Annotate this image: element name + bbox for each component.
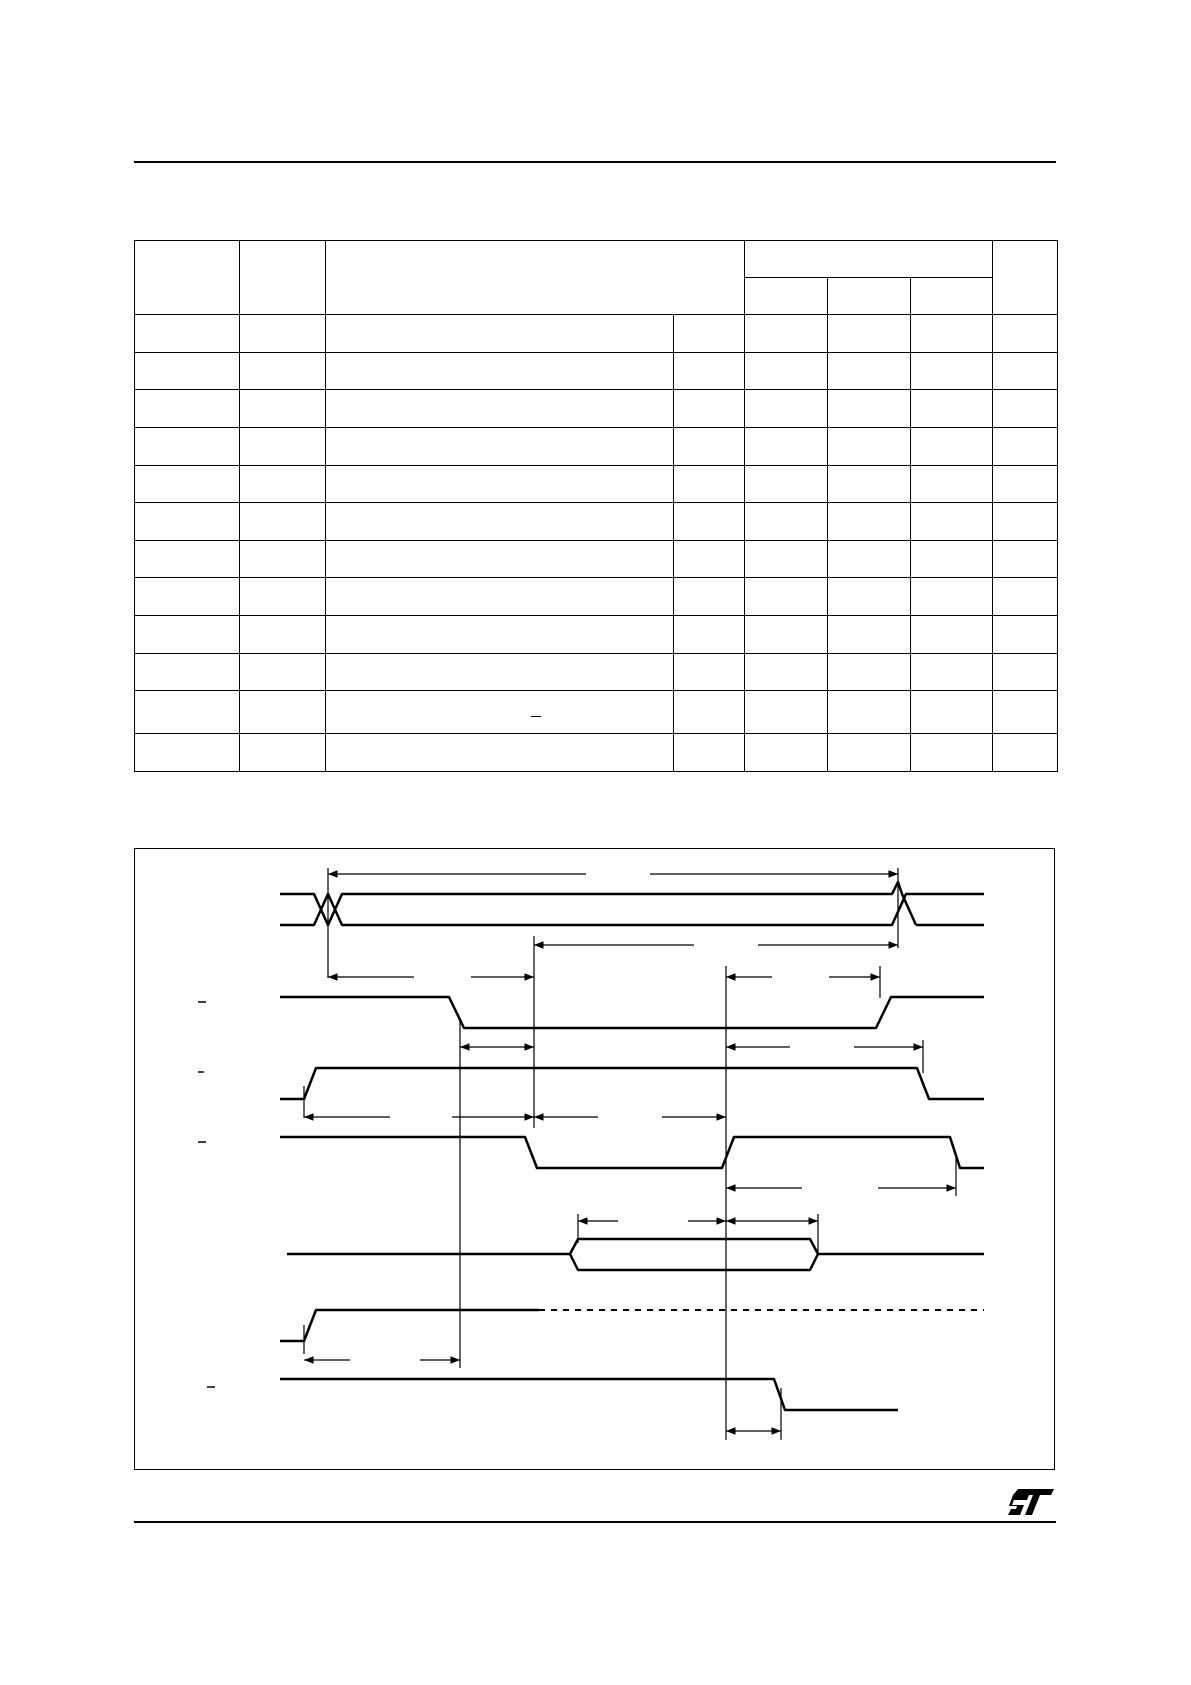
table-cell: [911, 615, 993, 653]
table-cell: [911, 653, 993, 691]
header-cell-values: [745, 241, 993, 278]
table-cell: [135, 427, 240, 465]
table-cell: [993, 315, 1058, 353]
table-cell: [993, 615, 1058, 653]
table-cell: [135, 503, 240, 541]
table-cell: [135, 578, 240, 616]
table-cell: [828, 503, 911, 541]
table-body: [135, 241, 1058, 772]
table-cell: [326, 427, 674, 465]
table-cell: [674, 540, 745, 578]
table-cell: [828, 615, 911, 653]
table-cell: [240, 352, 326, 390]
table-cell: [674, 390, 745, 428]
table-cell: [135, 653, 240, 691]
parameter-table: [134, 240, 1058, 772]
table-cell: [745, 465, 828, 503]
table-cell: [993, 465, 1058, 503]
table-cell: [911, 578, 993, 616]
table-row: [135, 352, 1058, 390]
strobe-2-waveform: [280, 1068, 984, 1099]
table-header-row: [135, 241, 1058, 278]
table-cell: [745, 352, 828, 390]
table-cell: [326, 653, 674, 691]
table-cell: [911, 390, 993, 428]
table-cell: [745, 315, 828, 353]
table-cell: [326, 390, 674, 428]
header-rule: [134, 161, 1056, 163]
table-cell: [326, 465, 674, 503]
table-row: [135, 734, 1058, 772]
active-low-overbar: [531, 716, 541, 717]
table-cell: [993, 427, 1058, 465]
table-cell: [993, 540, 1058, 578]
table-cell: [745, 653, 828, 691]
table-cell: [993, 352, 1058, 390]
timing-diagram: [134, 848, 1055, 1470]
table-row: [135, 653, 1058, 691]
table-cell: [828, 578, 911, 616]
table-cell: [135, 390, 240, 428]
table-cell: [745, 734, 828, 772]
table-cell: [674, 734, 745, 772]
table-cell: [911, 691, 993, 734]
table-cell-overbar: [326, 691, 674, 734]
strobe-3-waveform: [280, 1137, 984, 1168]
table-cell: [326, 615, 674, 653]
table-cell: [674, 315, 745, 353]
st-logo-icon: [1006, 1487, 1056, 1517]
table-cell: [911, 540, 993, 578]
table-cell: [993, 503, 1058, 541]
table-cell: [911, 352, 993, 390]
table-cell: [326, 315, 674, 353]
table-cell: [911, 465, 993, 503]
table-cell: [240, 653, 326, 691]
table-cell: [745, 615, 828, 653]
table-cell: [240, 691, 326, 734]
table-cell: [240, 315, 326, 353]
table-cell: [240, 503, 326, 541]
table-cell: [240, 734, 326, 772]
table-cell: [674, 653, 745, 691]
header-cell-min: [745, 277, 828, 315]
table-cell: [745, 578, 828, 616]
table-cell: [135, 465, 240, 503]
table-cell: [674, 427, 745, 465]
strobe-1-waveform: [280, 997, 984, 1028]
table-row: [135, 427, 1058, 465]
table-cell: [745, 427, 828, 465]
table-cell: [674, 503, 745, 541]
table-cell: [135, 691, 240, 734]
table-cell: [674, 465, 745, 503]
table-cell: [674, 615, 745, 653]
header-cell: [135, 241, 240, 315]
table-cell: [674, 352, 745, 390]
table-cell: [326, 578, 674, 616]
table-cell: [326, 503, 674, 541]
table-cell: [828, 540, 911, 578]
table-cell: [326, 734, 674, 772]
table-cell: [326, 540, 674, 578]
table-row: [135, 390, 1058, 428]
table-cell: [828, 734, 911, 772]
table-cell: [745, 540, 828, 578]
table-cell: [993, 390, 1058, 428]
header-cell-unit: [993, 241, 1058, 315]
data-bus-waveform: [287, 1239, 984, 1270]
table-cell: [911, 734, 993, 772]
table-cell: [240, 578, 326, 616]
table-cell: [828, 315, 911, 353]
footer-rule: [134, 1521, 1056, 1523]
table-cell: [240, 540, 326, 578]
header-cell: [326, 241, 745, 315]
table-cell: [828, 653, 911, 691]
table-cell: [135, 540, 240, 578]
table-cell: [828, 691, 911, 734]
table-cell: [135, 615, 240, 653]
table-cell: [993, 691, 1058, 734]
table-row: [135, 615, 1058, 653]
table-cell: [135, 315, 240, 353]
table-cell: [240, 465, 326, 503]
level-waveform: [280, 1310, 539, 1341]
table-cell: [993, 578, 1058, 616]
table-cell: [326, 352, 674, 390]
table-cell: [240, 390, 326, 428]
table-cell: [674, 578, 745, 616]
table-row: [135, 465, 1058, 503]
table-row: [135, 503, 1058, 541]
table-cell: [993, 734, 1058, 772]
table-cell: [911, 315, 993, 353]
table-cell: [911, 427, 993, 465]
table-row: [135, 691, 1058, 734]
output-waveform: [280, 1379, 898, 1410]
table-cell: [745, 503, 828, 541]
table-cell: [240, 427, 326, 465]
table-cell: [993, 653, 1058, 691]
table-cell: [135, 734, 240, 772]
table-cell: [745, 390, 828, 428]
table-cell: [828, 465, 911, 503]
table-cell: [828, 352, 911, 390]
table-cell: [135, 352, 240, 390]
table-row: [135, 540, 1058, 578]
table-cell: [828, 427, 911, 465]
header-cell-typ: [828, 277, 911, 315]
table-cell: [828, 390, 911, 428]
header-cell-max: [911, 277, 993, 315]
table-row: [135, 578, 1058, 616]
table-row: [135, 315, 1058, 353]
table-cell: [240, 615, 326, 653]
bus-address-waveform: [280, 882, 984, 925]
table-cell: [911, 503, 993, 541]
header-cell: [240, 241, 326, 315]
table-cell: [745, 691, 828, 734]
table-cell: [674, 691, 745, 734]
